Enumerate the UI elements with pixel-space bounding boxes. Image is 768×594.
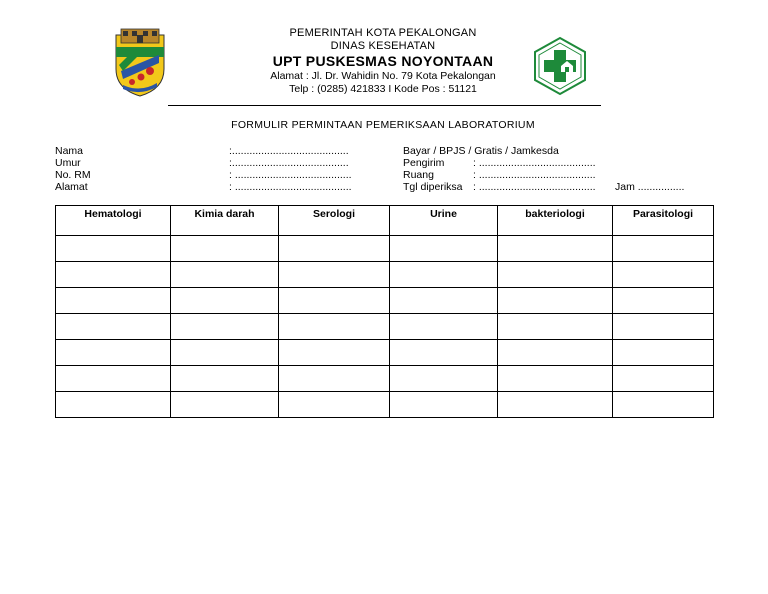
department-line: DINAS KESEHATAN (330, 40, 436, 52)
form-title: FORMULIR PERMINTAAN PEMERIKSAAN LABORATORIUM (231, 119, 535, 131)
field-tgl-label: Tgl diperiksa (403, 181, 463, 193)
city-coat-of-arms-logo (113, 27, 167, 97)
table-cell[interactable] (390, 262, 498, 288)
field-pengirim-label: Pengirim (403, 157, 445, 169)
field-jam[interactable]: Jam ................ (615, 181, 685, 193)
institution-name: UPT PUSKESMAS NOYONTAAN (272, 53, 494, 69)
table-cell[interactable] (171, 288, 279, 314)
table-cell[interactable] (56, 314, 171, 340)
table-cell[interactable] (390, 366, 498, 392)
table-row (56, 288, 714, 314)
field-umur-value[interactable]: :........................................ (229, 157, 349, 169)
table-cell[interactable] (56, 340, 171, 366)
table-row (56, 392, 714, 418)
field-norm-value[interactable]: : ........................................ (229, 169, 352, 181)
field-tgl-value[interactable]: : ........................................ (473, 181, 596, 193)
table-cell[interactable] (613, 340, 714, 366)
table-cell[interactable] (279, 288, 390, 314)
table-cell[interactable] (390, 340, 498, 366)
table-cell[interactable] (171, 314, 279, 340)
table-cell[interactable] (56, 366, 171, 392)
table-row (56, 262, 714, 288)
header-hematologi: Hematologi (56, 206, 171, 236)
table-row (56, 314, 714, 340)
table-cell[interactable] (498, 288, 613, 314)
table-cell[interactable] (390, 392, 498, 418)
table-cell[interactable] (613, 288, 714, 314)
table-cell[interactable] (613, 314, 714, 340)
field-nama-label: Nama (55, 145, 84, 157)
table-cell[interactable] (56, 392, 171, 418)
field-norm-label: No. RM (55, 169, 91, 181)
table-cell[interactable] (613, 262, 714, 288)
table-cell[interactable] (390, 236, 498, 262)
table-cell[interactable] (279, 366, 390, 392)
table-row (56, 366, 714, 392)
puskesmas-cross-logo (531, 36, 589, 96)
letterhead (200, 27, 566, 96)
table-cell[interactable] (171, 262, 279, 288)
table-cell[interactable] (613, 366, 714, 392)
address-line: Alamat : Jl. Dr. Wahidin No. 79 Kota Pekalongan (270, 70, 496, 82)
table-row (56, 340, 714, 366)
phone-line: Telp : (0285) 421833 I Kode Pos : 51121 (289, 83, 477, 95)
table-cell[interactable] (613, 392, 714, 418)
header-kimia-darah: Kimia darah (171, 206, 279, 236)
table-cell[interactable] (171, 366, 279, 392)
table-cell[interactable] (56, 262, 171, 288)
table-cell[interactable] (390, 288, 498, 314)
table-cell[interactable] (171, 340, 279, 366)
header-bakteriologi: bakteriologi (498, 206, 613, 236)
header-parasitologi: Parasitologi (613, 206, 714, 236)
header-divider (168, 105, 601, 106)
table-cell[interactable] (279, 340, 390, 366)
government-line: PEMERINTAH KOTA PEKALONGAN (289, 27, 477, 39)
table-cell[interactable] (498, 262, 613, 288)
lab-request-table (55, 205, 714, 418)
field-nama-value[interactable]: :........................................ (229, 145, 349, 157)
payment-type-options[interactable]: Bayar / BPJS / Gratis / Jamkesda (403, 145, 559, 157)
header-urine: Urine (390, 206, 498, 236)
field-umur-label: Umur (55, 157, 81, 169)
table-cell[interactable] (279, 392, 390, 418)
table-cell[interactable] (498, 366, 613, 392)
table-cell[interactable] (498, 236, 613, 262)
field-ruang-label: Ruang (403, 169, 434, 181)
field-pengirim-value[interactable]: : ........................................ (473, 157, 596, 169)
table-cell[interactable] (498, 314, 613, 340)
table-cell[interactable] (498, 392, 613, 418)
table-cell[interactable] (279, 314, 390, 340)
header-serologi: Serologi (279, 206, 390, 236)
table-row (56, 236, 714, 262)
table-cell[interactable] (171, 392, 279, 418)
table-header-row (56, 206, 714, 236)
table-cell[interactable] (56, 236, 171, 262)
table-cell[interactable] (613, 236, 714, 262)
table-cell[interactable] (56, 288, 171, 314)
field-ruang-value[interactable]: : ........................................ (473, 169, 596, 181)
table-cell[interactable] (390, 314, 498, 340)
field-alamat-label: Alamat (55, 181, 88, 193)
table-cell[interactable] (171, 236, 279, 262)
table-cell[interactable] (279, 236, 390, 262)
table-cell[interactable] (498, 340, 613, 366)
field-alamat-value[interactable]: : ........................................ (229, 181, 352, 193)
table-cell[interactable] (279, 262, 390, 288)
